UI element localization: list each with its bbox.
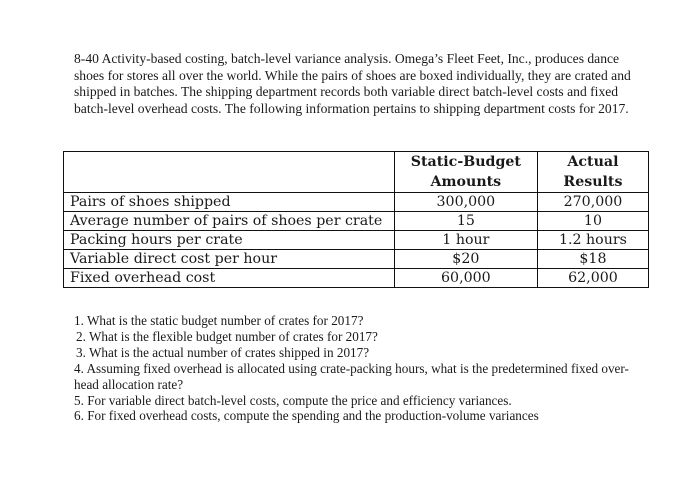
header-static-budget — [394, 152, 537, 193]
row-static-value: 60,000 — [394, 269, 537, 288]
table-row — [64, 269, 649, 288]
row-label: Fixed overhead cost — [64, 269, 395, 288]
header-blank-cell — [64, 152, 395, 193]
question-item: 2. What is the flexible budget number of crates for 2017? — [76, 328, 378, 344]
question-item: 4. Assuming fixed overhead is allocated using crate-packing hours, what is the predetermined fixed over- head allocation rate? — [74, 360, 629, 392]
table-row — [64, 231, 649, 250]
question-item: 3. What is the actual number of crates shipped in 2017? — [76, 344, 370, 360]
row-label: Average number of pairs of shoes per crate — [64, 212, 395, 231]
table-header-row — [64, 152, 649, 193]
row-actual-value: 10 — [537, 212, 648, 231]
header-static-line2: Amounts — [430, 174, 502, 190]
row-static-value: 15 — [394, 212, 537, 231]
problem-intro: 8-40 Activity-based costing, batch-level variance analysis. Omega’s Fleet Feet, Inc., produces dance shoes for stores all over the world. While the pairs of shoes are boxed individually, they are crated and shipped in batches. The shipping department records both variable direct batch-level costs and fixed batch-level overhead costs. The following information pertains to shipping department costs for 2017. — [74, 51, 631, 116]
row-label: Pairs of shoes shipped — [64, 193, 395, 212]
header-actual-results — [537, 152, 648, 193]
header-actual-line2: Results — [563, 174, 623, 190]
row-static-value: 1 hour — [394, 231, 537, 250]
row-actual-value: 270,000 — [537, 193, 648, 212]
row-label: Packing hours per crate — [64, 231, 395, 250]
question-list — [74, 313, 644, 424]
header-static-line1: Static-Budget — [410, 154, 521, 170]
row-actual-value: 62,000 — [537, 269, 648, 288]
row-label: Variable direct cost per hour — [64, 250, 395, 269]
row-actual-value: 1.2 hours — [537, 231, 648, 250]
question-item: 5. For variable direct batch-level costs, compute the price and efficiency variances. — [74, 392, 512, 408]
table-row — [64, 193, 649, 212]
question-item: 6. For fixed overhead costs, compute the spending and the production-volume variances — [74, 408, 539, 424]
row-static-value: 300,000 — [394, 193, 537, 212]
shipping-cost-table — [63, 151, 649, 288]
row-static-value: $20 — [394, 250, 537, 269]
question-item: 1. What is the static budget number of crates for 2017? — [74, 313, 364, 328]
row-actual-value: $18 — [537, 250, 648, 269]
table-row — [64, 212, 649, 231]
header-actual-line1: Actual — [567, 154, 619, 170]
table-row — [64, 250, 649, 269]
